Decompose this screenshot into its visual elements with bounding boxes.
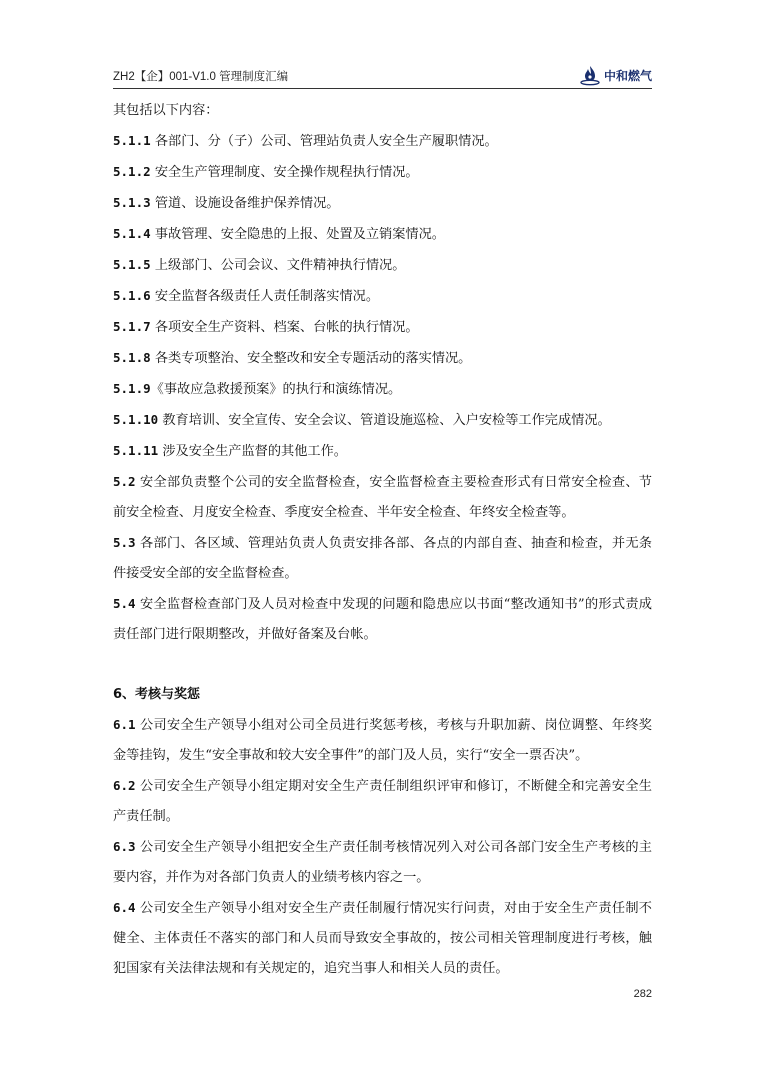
paragraph-text: 公司安全生产领导小组定期对安全生产责任制组织评审和修订，不断健全和完善安全生产责任制。 — [113, 779, 652, 824]
clause-number: 5.4 — [113, 596, 136, 611]
paragraph — [113, 188, 652, 219]
paragraph-text: 安全监督检查部门及人员对检查中发现的问题和隐患应以书面“整改通知书”的形式责成责任部门进行限期整改，并做好备案及台帐。 — [113, 597, 652, 642]
clause-number: 5.1.2 — [113, 164, 151, 179]
clause-number: 5.1.8 — [113, 350, 151, 365]
paragraph — [113, 281, 652, 312]
clause-number: 5.1.11 — [113, 443, 159, 458]
paragraph-text: 安全生产管理制度、安全操作规程执行情况。 — [150, 165, 419, 180]
clause-number: 5.1.10 — [113, 412, 159, 427]
paragraph — [113, 771, 652, 832]
paragraph — [113, 405, 652, 436]
paragraph — [113, 589, 652, 650]
paragraph — [113, 528, 652, 589]
logo-text: 中和燃气 — [603, 68, 652, 83]
clause-number: 6.2 — [113, 778, 136, 793]
section-heading: 6、考核与奖惩 — [113, 687, 201, 702]
paragraph-text: 涉及安全生产监督的其他工作。 — [158, 444, 347, 459]
paragraph-text: 安全部负责整个公司的安全监督检查，安全监督检查主要检查形式有日常安全检查、节前安全检查、月度安全检查、季度安全检查、半年安全检查、年终安全检查等。 — [113, 475, 652, 520]
paragraph — [113, 343, 652, 374]
paragraph-text: 公司安全生产领导小组对安全生产责任制履行情况实行问责，对由于安全生产责任制不健全、主体责任不落实的部门和人员而导致安全事故的，按公司相关管理制度进行考核，触犯国家有关法律法规和有关规定的，追究当事人和相关人员的责任。 — [113, 901, 652, 976]
document-title: ZH2【企】001-V1.0 管理制度汇编 — [113, 71, 289, 83]
clause-number: 5.1.4 — [113, 226, 151, 241]
paragraph — [113, 157, 652, 188]
paragraph-text: 公司安全生产领导小组对公司全员进行奖惩考核，考核与升职加薪、岗位调整、年终奖金等挂钩，发生“安全事故和较大安全事件”的部门及人员，实行“安全一票否决”。 — [113, 718, 652, 763]
clause-number: 6.1 — [113, 717, 136, 732]
paragraph-text: 安全监督各级责任人责任制落实情况。 — [150, 289, 380, 304]
clause-number: 5.1.7 — [113, 319, 151, 334]
paragraph — [113, 467, 652, 528]
paragraph-text: 教育培训、安全宣传、安全会议、管道设施巡检、入户安检等工作完成情况。 — [158, 413, 611, 428]
paragraph — [113, 374, 652, 405]
paragraph — [113, 436, 652, 467]
clause-number: 6.3 — [113, 839, 136, 854]
page-number: 282 — [633, 988, 652, 1000]
paragraph-text: 公司安全生产领导小组把安全生产责任制考核情况列入对公司各部门安全生产考核的主要内容，并作为对各部门负责人的业绩考核内容之一。 — [113, 840, 652, 885]
paragraph — [113, 250, 652, 281]
header-rule — [113, 88, 652, 89]
paragraph-text: 管道、设施设备维护保养情况。 — [150, 196, 340, 211]
paragraph-text: 各部门、分（子）公司、管理站负责人安全生产履职情况。 — [150, 134, 498, 149]
clause-number: 5.1.3 — [113, 195, 151, 210]
paragraph-text: 上级部门、公司会议、文件精神执行情况。 — [150, 258, 406, 273]
paragraph — [113, 893, 652, 984]
paragraph-text: 各项安全生产资料、档案、台帐的执行情况。 — [150, 320, 419, 335]
company-logo — [579, 62, 652, 88]
paragraph — [113, 96, 652, 126]
paragraph — [113, 312, 652, 343]
paragraph-text: 《事故应急救援预案》的执行和演练情况。 — [150, 382, 402, 397]
paragraph — [113, 219, 652, 250]
paragraph — [113, 710, 652, 771]
paragraph-text: 其包括以下内容： — [113, 103, 219, 118]
document-body — [113, 96, 652, 984]
paragraph-text: 各类专项整治、安全整改和安全专题活动的落实情况。 — [150, 351, 472, 366]
paragraph — [113, 126, 652, 157]
clause-number: 5.1.5 — [113, 257, 151, 272]
page-header — [113, 62, 652, 88]
clause-number: 5.1.9 — [113, 381, 151, 396]
clause-number: 5.2 — [113, 474, 136, 489]
paragraph-text: 事故管理、安全隐患的上报、处置及立销案情况。 — [150, 227, 445, 242]
clause-number: 5.1.1 — [113, 133, 151, 148]
paragraph-text: 各部门、各区域、管理站负责人负责安排各部、各点的内部自查、抽查和检查，并无条件接受安全部的安全监督检查。 — [113, 536, 652, 581]
clause-number: 5.3 — [113, 535, 136, 550]
clause-number: 6.4 — [113, 900, 136, 915]
paragraph — [113, 832, 652, 893]
flame-logo-icon — [579, 64, 601, 86]
clause-number: 5.1.6 — [113, 288, 151, 303]
